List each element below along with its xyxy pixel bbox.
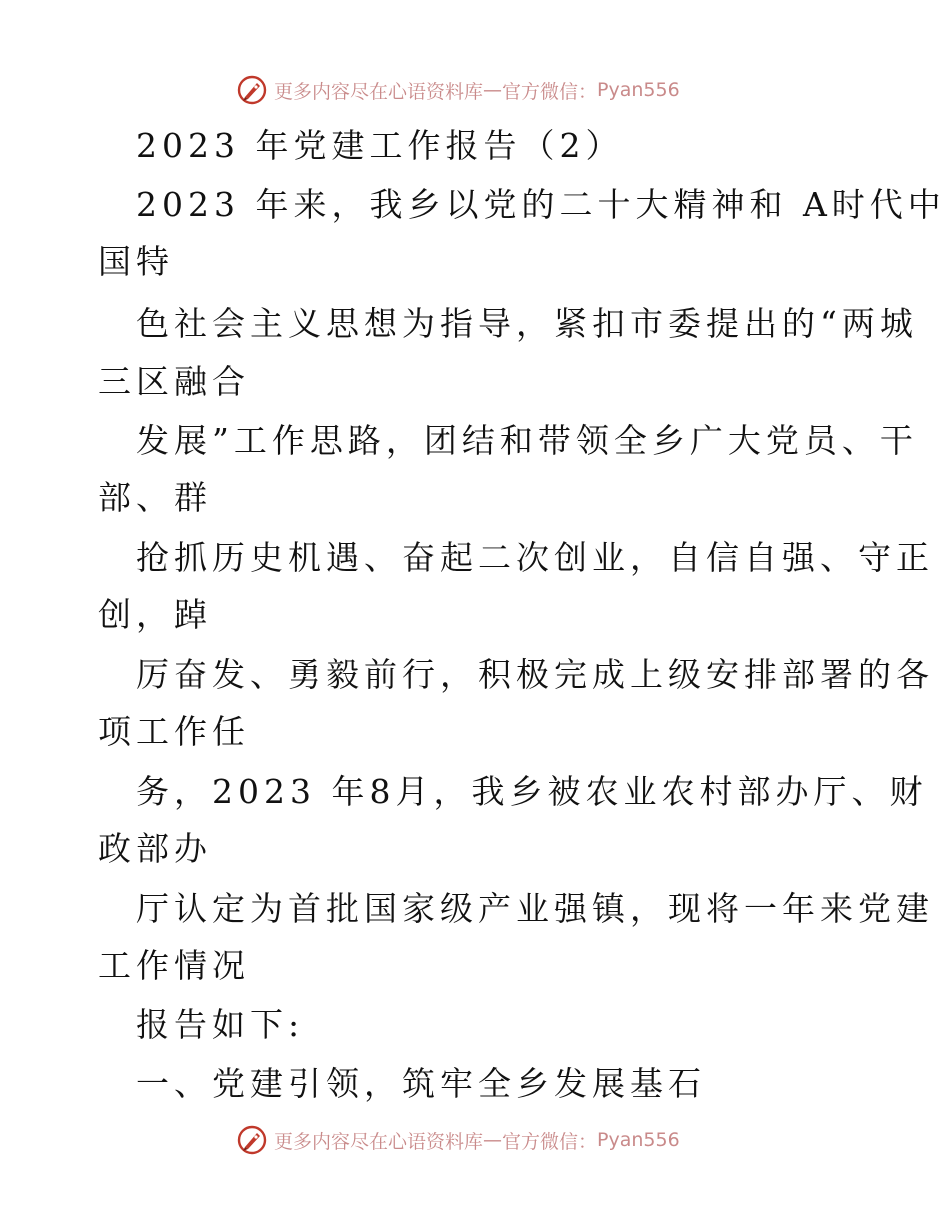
watermark-handle: Pyan556 — [597, 79, 680, 101]
paragraph-line: 政部办 — [98, 829, 212, 868]
paragraph-line: 部、群 — [98, 478, 212, 517]
paragraph-line: 工作情况 — [98, 946, 250, 985]
paragraph-line: 厉奋发、勇毅前行，积极完成上级安排部署的各 — [136, 655, 934, 694]
paragraph-line: 报告如下: — [136, 1005, 305, 1044]
watermark-separator: — — [483, 1129, 503, 1151]
watermark-label: 官方微信： — [502, 80, 598, 103]
paragraph-line: 发展”工作思路，团结和带领全乡广大党员、干 — [136, 421, 918, 460]
pen-logo-icon — [236, 1124, 268, 1156]
paragraph-line: 创，踔 — [98, 595, 212, 634]
document-title: 2023 年党建工作报告（2） — [136, 126, 624, 165]
paragraph-line: 三区融合 — [98, 362, 250, 401]
watermark-text: 更多内容尽在心语资料库 — [274, 80, 484, 103]
paragraph-line: 国特 — [98, 242, 174, 281]
watermark-handle: Pyan556 — [597, 1129, 680, 1151]
watermark-text: 更多内容尽在心语资料库 — [274, 1130, 484, 1153]
footer-watermark — [236, 1122, 680, 1158]
watermark-label: 官方微信： — [502, 1130, 598, 1153]
paragraph-line: 厅认定为首批国家级产业强镇，现将一年来党建 — [136, 889, 934, 928]
paragraph-line: 抢抓历史机遇、奋起二次创业，自信自强、守正 — [136, 538, 934, 577]
paragraph-line: 项工作任 — [98, 712, 250, 751]
paragraph-line: 色社会主义思想为指导，紧扣市委提出的“两城 — [136, 304, 918, 343]
pen-logo-icon — [236, 74, 268, 106]
watermark-separator: — — [483, 79, 503, 101]
paragraph-line: 务，2023 年8月，我乡被农业农村部办厅、财 — [136, 772, 928, 811]
paragraph-line: 2023 年来，我乡以党的二十大精神和 A时代中 — [136, 185, 946, 224]
section-heading: 一、党建引领，筑牢全乡发展基石 — [136, 1064, 706, 1103]
header-watermark — [236, 72, 680, 108]
